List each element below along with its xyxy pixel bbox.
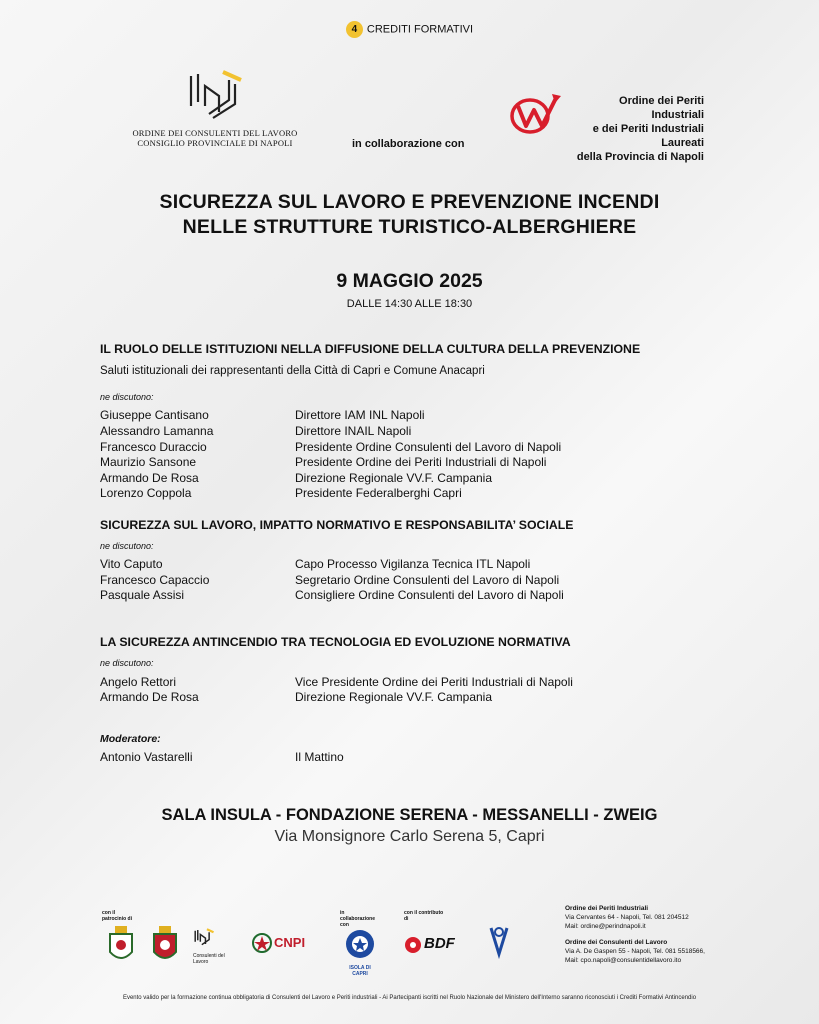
- collaboration-text: in collaborazione con: [352, 138, 465, 150]
- speaker-role: Vice Presidente Ordine dei Periti Industriali di Napoli: [295, 675, 573, 689]
- section-heading: SICUREZZA SUL LAVORO, IMPATTO NORMATIVO E RESPONSABILITA’ SOCIALE: [100, 518, 574, 532]
- right-org-line2: e dei Periti Industriali Laureati: [592, 123, 704, 149]
- speaker-name: Alessandro Lamanna: [100, 424, 214, 438]
- speaker-name: Giuseppe Cantisano: [100, 408, 209, 422]
- speaker-row: [100, 675, 720, 690]
- footer-note: Evento valido per la formazione continua obbligatoria di Consulenti del Lavoro e Periti industriali - Ai Partecipanti iscritti nel Ruolo Nazionale del Ministero dell'Interno saranno riconosciuti i Crediti Formativi Antincendio: [122, 995, 697, 1001]
- right-org-line3: della Provincia di Napoli: [576, 151, 704, 163]
- speaker-row: [100, 471, 720, 486]
- speaker-row: [100, 424, 720, 439]
- discuss-label: ne discutono:: [100, 541, 154, 551]
- title-line2: NELLE STRUTTURE TURISTICO-ALBERGHIERE: [182, 216, 637, 238]
- speaker-role: Direzione Regionale VV.F. Campania: [295, 690, 493, 704]
- contact-periti: [565, 904, 689, 931]
- speaker-row: [100, 557, 720, 572]
- contact-org: Ordine dei Consulenti del Lavoro: [565, 939, 668, 946]
- speaker-role: Capo Processo Vigilanza Tecnica ITL Napoli: [295, 557, 531, 571]
- credits-label: CREDITI FORMATIVI: [366, 23, 474, 36]
- speaker-name: Pasquale Assisi: [100, 588, 185, 602]
- speaker-row: [100, 588, 720, 603]
- speaker-role: Presidente Ordine dei Periti Industriali di Napoli: [295, 455, 547, 469]
- credits-number: 4: [346, 21, 363, 38]
- speaker-row: [100, 690, 720, 705]
- speaker-name: Angelo Rettori: [100, 675, 177, 689]
- federalberghi-logo: [342, 928, 378, 977]
- fondazione-logo-icon: [485, 924, 513, 960]
- bdf-text: BDF: [424, 935, 455, 952]
- speaker-role: Consigliere Ordine Consulenti del Lavoro di Napoli: [295, 588, 564, 602]
- speaker-name: Lorenzo Coppola: [100, 486, 192, 500]
- speaker-role: Direttore IAM INL Napoli: [295, 408, 425, 422]
- speaker-name: Francesco Capaccio: [100, 573, 210, 587]
- bdf-logo: [404, 934, 470, 956]
- capri-crest-icon: [106, 924, 136, 966]
- cnpi-text: CNPI: [274, 935, 306, 950]
- speaker-role: Direttore INAIL Napoli: [295, 424, 412, 438]
- collab-bottom-label: in collaborazione con: [340, 910, 376, 928]
- venue-name: SALA INSULA - FONDAZIONE SERENA - MESSANELLI - ZWEIG: [161, 806, 658, 824]
- discuss-label: ne discutono:: [100, 392, 154, 402]
- section-heading: IL RUOLO DELLE ISTITUZIONI NELLA DIFFUSIONE DELLA CULTURA DELLA PREVENZIONE: [100, 342, 641, 356]
- left-org-line2: CONSIGLIO PROVINCIALE DI NAPOLI: [137, 138, 293, 148]
- speaker-role: Presidente Ordine Consulenti del Lavoro di Napoli: [295, 440, 562, 454]
- speaker-row: [100, 440, 720, 455]
- speaker-name: Armando De Rosa: [100, 471, 199, 485]
- contact-address: Via A. De Gaspen 55 - Napoli, Tel. 081 5518566,: [565, 948, 705, 955]
- speaker-row: [100, 408, 720, 423]
- cdl-emblem-icon: [185, 66, 245, 120]
- periti-industriali-logo: [508, 90, 708, 163]
- speaker-role: Segretario Ordine Consulenti del Lavoro di Napoli: [295, 573, 560, 587]
- section-subtitle: Saluti istituzionali dei rappresentanti della Città di Capri e Comune Anacapri: [100, 365, 485, 377]
- cnpi-logo: [252, 933, 308, 955]
- cdl-national-text: Consulenti del Lavoro: [193, 953, 225, 965]
- speaker-name: Maurizio Sansone: [100, 455, 197, 469]
- moderator-label: Moderatore:: [100, 733, 161, 745]
- speaker-row: [100, 486, 720, 501]
- speaker-name: Armando De Rosa: [100, 690, 199, 704]
- cdl-national-logo: [193, 926, 239, 965]
- moderator-role: Il Mattino: [295, 750, 344, 764]
- credits-badge: [0, 21, 819, 38]
- speaker-name: Vito Caputo: [100, 557, 163, 571]
- moderator-row: [100, 750, 720, 765]
- federalberghi-text: ISOLA DI CAPRI: [349, 965, 371, 977]
- bdf-emblem-icon: [404, 936, 422, 954]
- speaker-row: [100, 573, 720, 588]
- speaker-role: Direzione Regionale VV.F. Campania: [295, 471, 493, 485]
- italy-emblem-icon: [252, 933, 272, 953]
- periti-emblem-icon: [508, 92, 562, 136]
- moderator-name: Antonio Vastarelli: [100, 750, 193, 764]
- federalberghi-emblem-icon: [344, 928, 376, 960]
- speaker-name: Francesco Duraccio: [100, 440, 207, 454]
- speaker-row: [100, 455, 720, 470]
- title-line1: SICUREZZA SUL LAVORO E PREVENZIONE INCENDI: [159, 191, 660, 213]
- speaker-role: Presidente Federalberghi Capri: [295, 486, 462, 500]
- contact-consulenti: [565, 938, 705, 965]
- event-time: DALLE 14:30 ALLE 18:30: [346, 298, 473, 310]
- venue-address: Via Monsignore Carlo Serena 5, Capri: [274, 828, 545, 845]
- left-org-line1: ORDINE DEI CONSULENTI DEL LAVORO: [132, 128, 298, 138]
- event-date: 9 MAGGIO 2025: [336, 270, 483, 292]
- right-org-line1: Ordine dei Periti Industriali: [619, 95, 704, 121]
- consulenti-lavoro-logo: [130, 66, 300, 148]
- contrib-label: con il contributo di: [404, 910, 444, 922]
- patronage-label: con il patrocinio di: [102, 910, 132, 922]
- anacapri-crest-icon: [150, 924, 180, 966]
- event-title: [0, 190, 819, 240]
- contact-mail: Mail: ordine@perindnapoli.it: [565, 923, 646, 930]
- contact-org: Ordine dei Periti Industriali: [565, 905, 649, 912]
- contact-mail: Mail: cpo.napoli@consulentidellavoro.ito: [565, 957, 682, 964]
- discuss-label: ne discutono:: [100, 658, 154, 668]
- contact-address: Via Cervantes 64 - Napoli, Tel. 081 204512: [565, 914, 689, 921]
- section-heading: LA SICUREZZA ANTINCENDIO TRA TECNOLOGIA ED EVOLUZIONE NORMATIVA: [100, 635, 571, 649]
- cdl-small-emblem-icon: [193, 926, 215, 948]
